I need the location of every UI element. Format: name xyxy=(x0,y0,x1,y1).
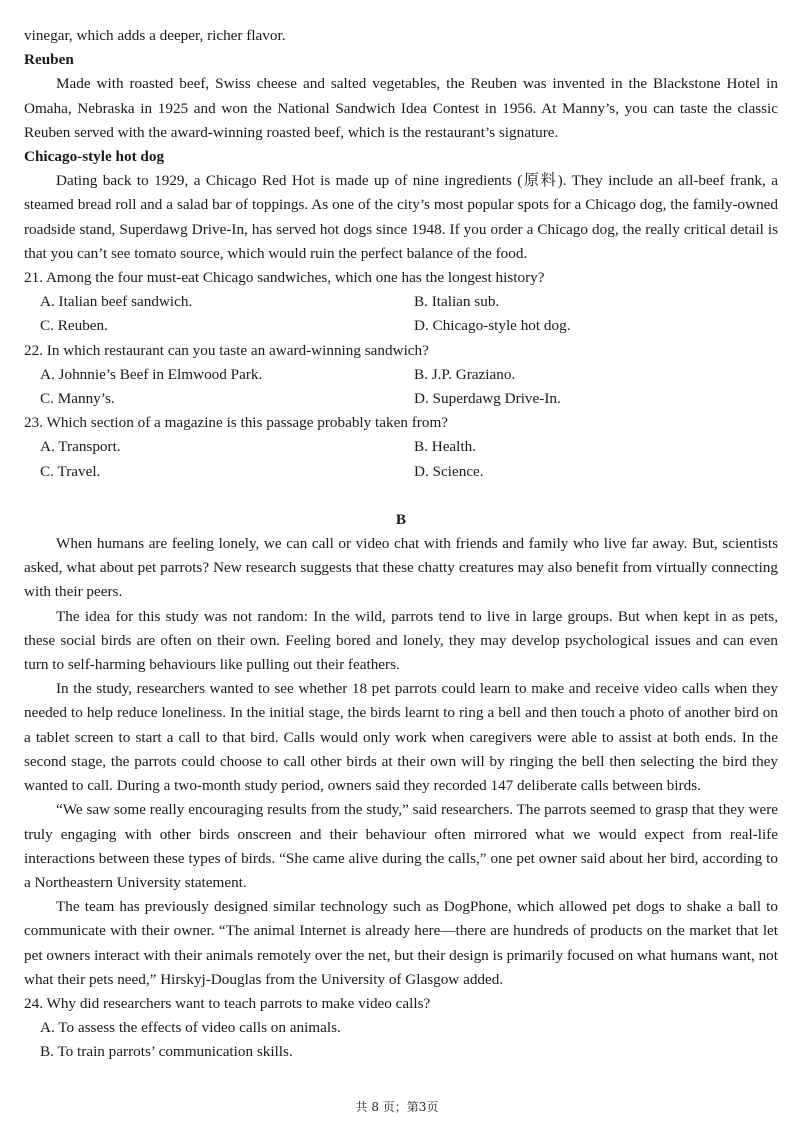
option-a[interactable]: A. Johnnie’s Beef in Elmwood Park. xyxy=(40,365,263,383)
reuben-paragraph: Made with roasted beef, Swiss cheese and salted vegetables, the Reuben was invented in the Blackstone Hotel in Omaha, Nebraska in 1925 and won the National Sandwich Idea Contest in 1956. At Manny’s, you can taste the classic Reuben served with the award-winning roasted beef, which is the restaurant’s signature. xyxy=(24,75,778,141)
option-b[interactable]: B. Health. xyxy=(414,438,477,456)
option-c[interactable]: C. Travel. xyxy=(40,462,101,480)
passage-b-paragraph-5: The team has previously designed similar technology such as DogPhone, which allowed pet dogs to shake a ball to communicate with their owner. “The animal Internet is already here—there are hundreds of products on the market that let pet owners interact with their animals remotely over the net, but their design is primarily focused on what humans want, not what their pets need,” Hirskyj-Douglas from the University of Glasgow added. xyxy=(24,898,778,988)
option-a[interactable]: A. To assess the effects of video calls on animals. xyxy=(40,1019,341,1037)
question-stem: 21. Among the four must-eat Chicago sandwiches, which one has the longest history? xyxy=(24,269,545,287)
hotdog-heading: Chicago-style hot dog xyxy=(24,148,165,166)
question-stem: 23. Which section of a magazine is this passage probably taken from? xyxy=(24,414,448,432)
passage-b-paragraph-4: “We saw some really encouraging results from the study,” said researchers. The parrots seemed to grasp that they were truly engaging with other birds onscreen and their behaviour often mirrored what we would expect from real-life interactions between these types of birds. “She came alive during the calls,” one pet owner said about her bird, according to a Northeastern University statement. xyxy=(24,801,778,891)
option-d[interactable]: D. Superdawg Drive-In. xyxy=(414,390,561,408)
page-footer: 共 8 页；第3页 xyxy=(355,1100,439,1114)
page-content xyxy=(24,24,778,1065)
question-stem: 24. Why did researchers want to teach parrots to make video calls? xyxy=(24,994,431,1012)
options-grid xyxy=(24,363,778,411)
question-24 xyxy=(24,992,778,1065)
option-a[interactable]: A. Transport. xyxy=(40,438,121,456)
option-d[interactable]: D. Chicago-style hot dog. xyxy=(414,317,571,335)
question-23 xyxy=(24,411,778,484)
option-b[interactable]: B. J.P. Graziano. xyxy=(414,365,516,383)
passage-b-paragraph-1: When humans are feeling lonely, we can call or video chat with friends and family who live far away. But, scientists asked, what about pet parrots? New research suggests that these chatty creatures may also benefit from virtually connecting with their peers. xyxy=(24,535,778,601)
passage-b-paragraph-3: In the study, researchers wanted to see whether 18 pet parrots could learn to make and receive video calls when they needed to help reduce loneliness. In the initial stage, the birds learnt to ring a bell and then touch a photo of another bird on a tablet screen to start a call to that bird. Calls would only work when caregivers were able to assist at both ends. In the second stage, the parrots could choose to call other birds at their own will by ringing the bell then selecting the bird they wanted to call. During a two-month study period, owners said they recorded 147 deliberate calls between birds. xyxy=(24,680,778,795)
option-c[interactable]: C. Manny’s. xyxy=(40,390,115,408)
passage-a-continuation: vinegar, which adds a deeper, richer flavor. xyxy=(24,27,286,44)
reuben-heading: Reuben xyxy=(24,51,74,69)
hotdog-paragraph: Dating back to 1929, a Chicago Red Hot is made up of nine ingredients (原料). They include an all-beef frank, a steamed bread roll and a salad bar of toppings. As one of the city’s most popular spots for a Chicago dog, the family-owned roadside stand, Superdawg Drive-In, has served hot dogs since 1948. If you order a Chicago dog, the really critical detail is that you can’t see tomato source, which would ruin the perfect balance of the food. xyxy=(24,172,778,262)
option-a[interactable]: A. Italian beef sandwich. xyxy=(40,293,193,311)
option-d[interactable]: D. Science. xyxy=(414,462,484,480)
section-b-heading: B xyxy=(395,510,407,528)
option-b[interactable]: B. To train parrots’ communication skills. xyxy=(40,1043,293,1061)
question-stem: 22. In which restaurant can you taste an award-winning sandwich? xyxy=(24,341,429,359)
options-grid xyxy=(24,435,778,483)
question-22 xyxy=(24,339,778,412)
options-list xyxy=(24,1016,778,1064)
option-c[interactable]: C. Reuben. xyxy=(40,317,108,335)
options-grid xyxy=(24,290,778,338)
option-b[interactable]: B. Italian sub. xyxy=(414,293,500,311)
passage-b-paragraph-2: The idea for this study was not random: In the wild, parrots tend to live in large groups. But when kept in as pets, these social birds are often on their own. Feeling bored and lonely, they may develop psychological issues and can even turn to self-harming behaviours like pulling out their feathers. xyxy=(24,607,778,674)
question-21 xyxy=(24,266,778,339)
